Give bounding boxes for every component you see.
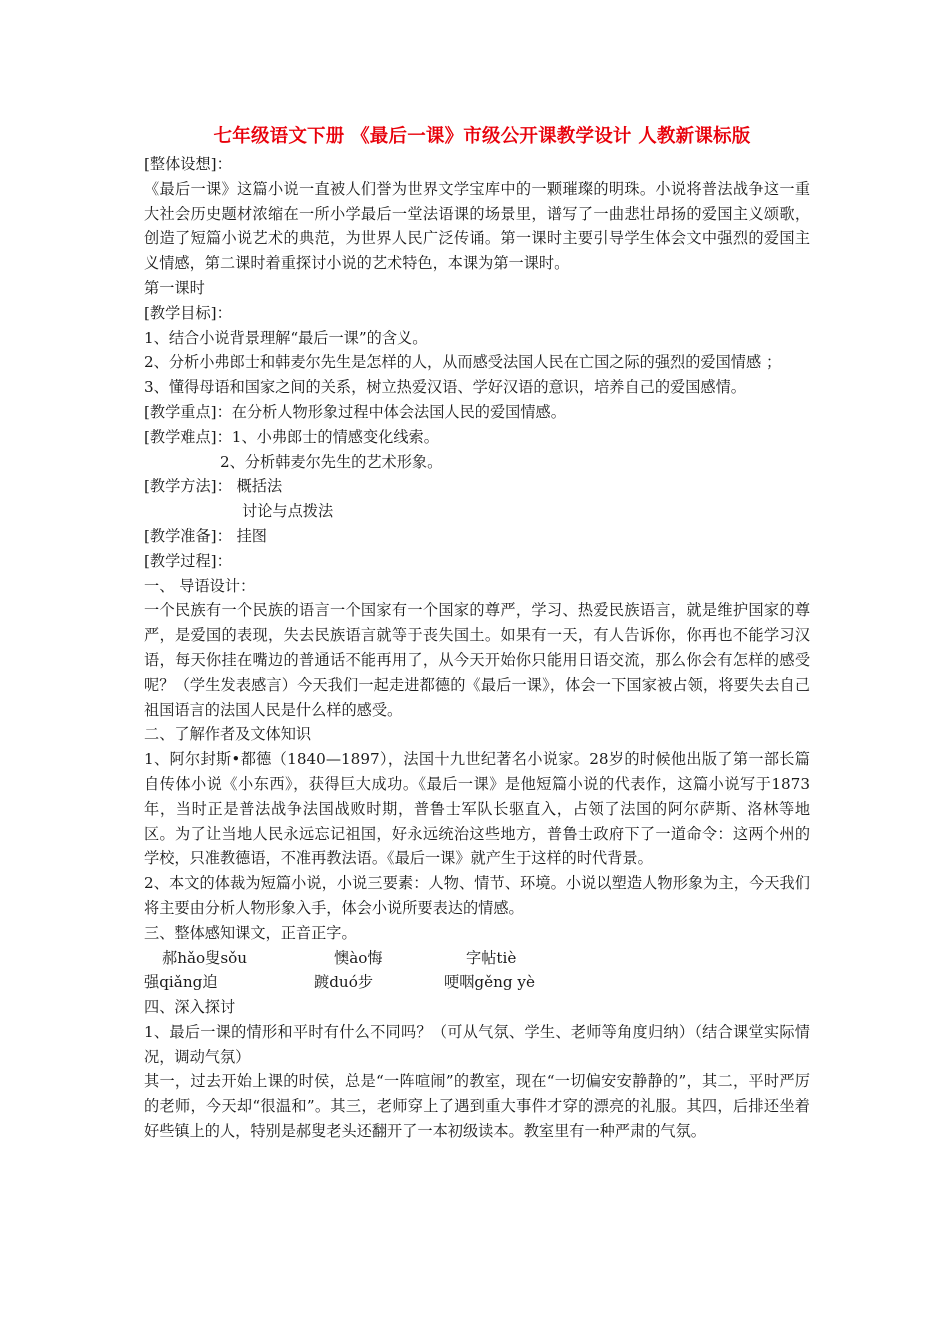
method-2: 讨论与点拨法 xyxy=(242,502,334,521)
section-4-question-1: 1、最后一课的情形和平时有什么不同吗？（可从气氛、学生、老师等角度归纳）（结合课堂实际情况，调动气氛） xyxy=(144,1022,810,1066)
document-page xyxy=(144,122,810,1144)
goal-item: 2、分析小弗郎士和韩麦尔先生是怎样的人，从而感受法国人民在亡国之际的强烈的爱国情感 ； xyxy=(144,353,782,372)
section-1-heading: 一、 导语设计： xyxy=(144,576,256,595)
difficulty-2: 2、分析韩麦尔先生的艺术形象。 xyxy=(220,452,443,471)
section-1-paragraph: 一个民族有一个民族的语言一个国家有一个国家的尊严，学习、热爱民族语言，就是维护国家的尊严，是爱国的表现，失去民族语言就等于丧失国土。如果有一天，有人告诉你，你再也不能学习汉语，每天你挂在嘴边的普通话不能再用了，从今天开始你只能用日语交流，那么你会有怎样的感受呢？（学生发表感言）今天我们一起走进都德的《最后一课》，体会一下国家被占领，将要失去自己祖国语言的法国人民是什么样的感受。 xyxy=(144,601,810,719)
difficulty-1: [教学难点]：1、小弗郎士的情感变化线索。 xyxy=(144,427,439,446)
section-2-paragraph-2: 2、本文的体裁为短篇小说，小说三要素：人物、情节、环境。小说以塑造人物形象为主，今天我们将主要由分析人物形象入手，体会小说所要表达的情感。 xyxy=(144,874,810,917)
key-point: [教学重点]：在分析人物形象过程中体会法国人民的爱国情感。 xyxy=(144,402,566,421)
section-4-answer-1: 其一，过去开始上课的时侯，总是“一阵喧闹”的教室，现在“一切偏安安静静的”，其二，平时严厉的老师，今天却“很温和”。其三，老师穿上了遇到重大事件才穿的漂亮的礼服。其四，后排还坐着好些镇上的人，特别是郝叟老头还翻开了一本初级读本。教室里有一种严肃的气氛。 xyxy=(144,1072,810,1141)
pinyin-item: 踱duó步 xyxy=(314,973,374,992)
section-2-paragraph-1: 1、阿尔封斯•都德（1840—1897），法国十九世纪著名小说家。28岁的时候他出版了第一部长篇自传体小说《小东西》，获得巨大成功。《最后一课》是他短篇小说的代表作，这篇小说写于1873年，当时正是普法战争法国战败时期，普鲁士军队长驱直入，占领了法国的阿尔萨斯、洛林等地区。为了让当地人民永远忘记祖国，好永远统治这些地方，普鲁士政府下了一道命令：这两个州的学校，只准教德语，不准再教法语。《最后一课》就产生于这样的时代背景。 xyxy=(144,750,810,868)
lesson-heading: 第一课时 xyxy=(144,278,205,297)
pinyin-item: 字帖tiè xyxy=(466,948,517,967)
process-label: [教学过程]： xyxy=(144,551,232,570)
overall-paragraph: 《最后一课》这篇小说一直被人们誉为世界文学宝库中的一颗璀璨的明珠。小说将普法战争这一重大社会历史题材浓缩在一所小学最后一堂法语课的场景里，谱写了一曲悲壮昂扬的爱国主义颂歌，创造了短篇小说艺术的典范，为世界人民广泛传诵。第一课时主要引导学生体会文中强烈的爱国主义情感，第二课时着重探讨小说的艺术特色，本课为第一课时。 xyxy=(144,179,810,273)
pinyin-item: 郝hǎo叟sǒu xyxy=(162,948,248,967)
goal-item: 3、懂得母语和国家之间的关系，树立热爱汉语、学好汉语的意识，培养自己的爱国感情。 xyxy=(144,378,746,397)
page-title: 七年级语文下册 《最后一课》市级公开课教学设计 人教新课标版 xyxy=(213,126,751,147)
method-1: [教学方法]： 概括法 xyxy=(144,477,283,496)
preparation: [教学准备]： 挂图 xyxy=(144,526,267,545)
section-4-heading: 四、深入探讨 xyxy=(144,998,236,1017)
pinyin-item: 强qiǎng迫 xyxy=(144,973,218,992)
section-3-heading: 三、整体感知课文，正音正字。 xyxy=(144,923,357,942)
pinyin-item: 哽咽gěng yè xyxy=(444,973,535,992)
pinyin-row-2 xyxy=(144,970,810,995)
section-2-heading: 二、了解作者及文体知识 xyxy=(144,725,312,744)
goal-item: 1、结合小说背景理解“最后一课”的含义。 xyxy=(144,328,428,347)
overall-label: [整体设想]： xyxy=(144,155,232,173)
pinyin-item: 懊ào悔 xyxy=(334,948,383,967)
goals-label: [教学目标]： xyxy=(144,303,232,322)
pinyin-row-1 xyxy=(144,946,810,971)
